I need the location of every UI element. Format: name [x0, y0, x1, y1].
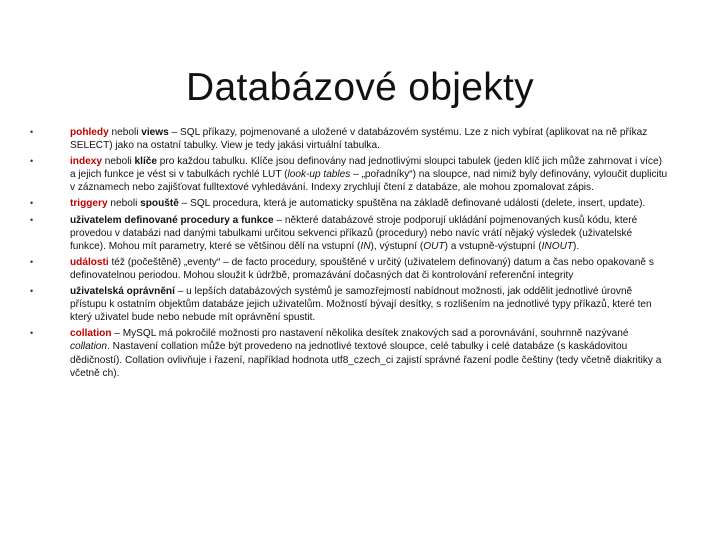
bullet-permissions [30, 285, 670, 324]
bullet-text: ). [573, 240, 580, 252]
term-procedury: uživatelem definované procedury a funkce [70, 214, 274, 226]
bullet-events [30, 256, 670, 282]
bullet-text: – SQL procedura, která je automaticky spuštěna na základě definované události (delete, insert, update). [178, 198, 646, 210]
bullet-list [30, 126, 670, 383]
bullet-triggers [30, 197, 670, 210]
bullet-text: – SQL příkazy, pojmenované a uložené v databázovém systému. Lze z nich vybírat (aplikovat na ně příkaz SELECT) jako na ostatní tabulky. View je tedy jakási virtuální tabulka. [70, 127, 648, 152]
italic-text: INOUT [541, 240, 574, 252]
bullet-text: ), výstupní ( [370, 240, 424, 252]
bullet-dot-icon: • [30, 214, 34, 225]
bullet-views [30, 126, 670, 152]
bullet-dot-icon: • [30, 256, 34, 267]
bullet-indexes [30, 155, 670, 194]
bullet-procedures [30, 214, 670, 253]
bullet-text: – MySQL má pokročilé možnosti pro nastavení několika desítek znakových sad a porovnávání, souhrnně nazývané [111, 328, 629, 340]
bullet-text: neboli [101, 156, 135, 168]
bullet-text: pro každou tabulku. Klíče jsou definovány nad jednotlivými sloupci tabulek (jeden klíč jich může zahrnovat i více) a jejich funkce je vést si v tabulkách rychlé LUT ( [70, 156, 662, 181]
bullet-text: – některé databázové stroje podporují ukládání pojmenovaných kusů kódu, které provedou v databázi nad danými tabulkami určitou sekvenci příkazů (procedury) nebo navíc vrátí nějaký výsledek (uživatelské funkce). Mohou mít parametry, které se většinou dělí na vstupní ( [70, 214, 638, 252]
term-spouste: spouště [140, 198, 179, 210]
italic-text: collation [70, 341, 108, 353]
term-indexy: indexy [70, 156, 102, 168]
bullet-text: – u lepších databázových systémů je samozřejmostí nabídnout možnosti, jak oddělit jednotlivé úrovně přístupu k ostatním objektům databáze jejich uživatelům. Možností bývají desítky, s rozlišením na jednotlivé typy příkazů, které ten který uživatel bude nebo nebude mít oprávnění spustit. [70, 286, 652, 324]
bullet-text: neboli [107, 198, 141, 210]
bullet-text: též (počeštěně) „eventy“ – de facto procedury, spouštěné v určitý (uživatelem definovaný) datum a čas nebo opakovaně s definovatelnou periodou. Mohou sloužit k údržbě, promazávání dočasných dat či kontrolování referenční integrity [70, 256, 654, 281]
term-opravneni: uživatelská oprávnění [70, 286, 175, 298]
term-triggery: triggery [70, 198, 108, 210]
bullet-dot-icon: • [30, 156, 34, 167]
term-collation: collation [70, 328, 112, 340]
bullet-dot-icon: • [30, 127, 34, 137]
bullet-dot-icon: • [30, 198, 34, 209]
bullet-text: – „pořadníky“) na sloupce, nad nimiž byly definovány, vyloučit duplicitu v záznamech nebo zajišťovat fulltextové vyhledávání. Indexy zrychlují čtení z databáze, ale mohou zpomalovat zápis. [70, 169, 668, 194]
bullet-dot-icon: • [30, 328, 34, 339]
bullet-text: ) a vstupně-výstupní ( [444, 240, 542, 252]
italic-text: OUT [423, 240, 445, 252]
bullet-text: . Nastavení collation může být provedeno na jednotlivé textové sloupce, celé tabulky i celé databáze (s kaskádovitou dědičností). Collation ovlivňuje i řazení, například hodnota utf8_czech_ci zajistí správné řazení podle češtiny (tedy včetně diakritiky a včetně ch). [70, 341, 662, 379]
term-pohledy: pohledy [70, 127, 109, 138]
italic-text: look-up tables [287, 169, 351, 181]
slide-title: Databázové objekty [186, 66, 534, 110]
bullet-text: neboli [108, 127, 142, 138]
bullet-collation [30, 327, 670, 379]
bullet-dot-icon: • [30, 286, 34, 297]
term-views: views [141, 127, 169, 138]
italic-text: IN [360, 240, 371, 252]
term-klice: klíče [134, 156, 157, 168]
term-udalosti: události [70, 256, 109, 268]
